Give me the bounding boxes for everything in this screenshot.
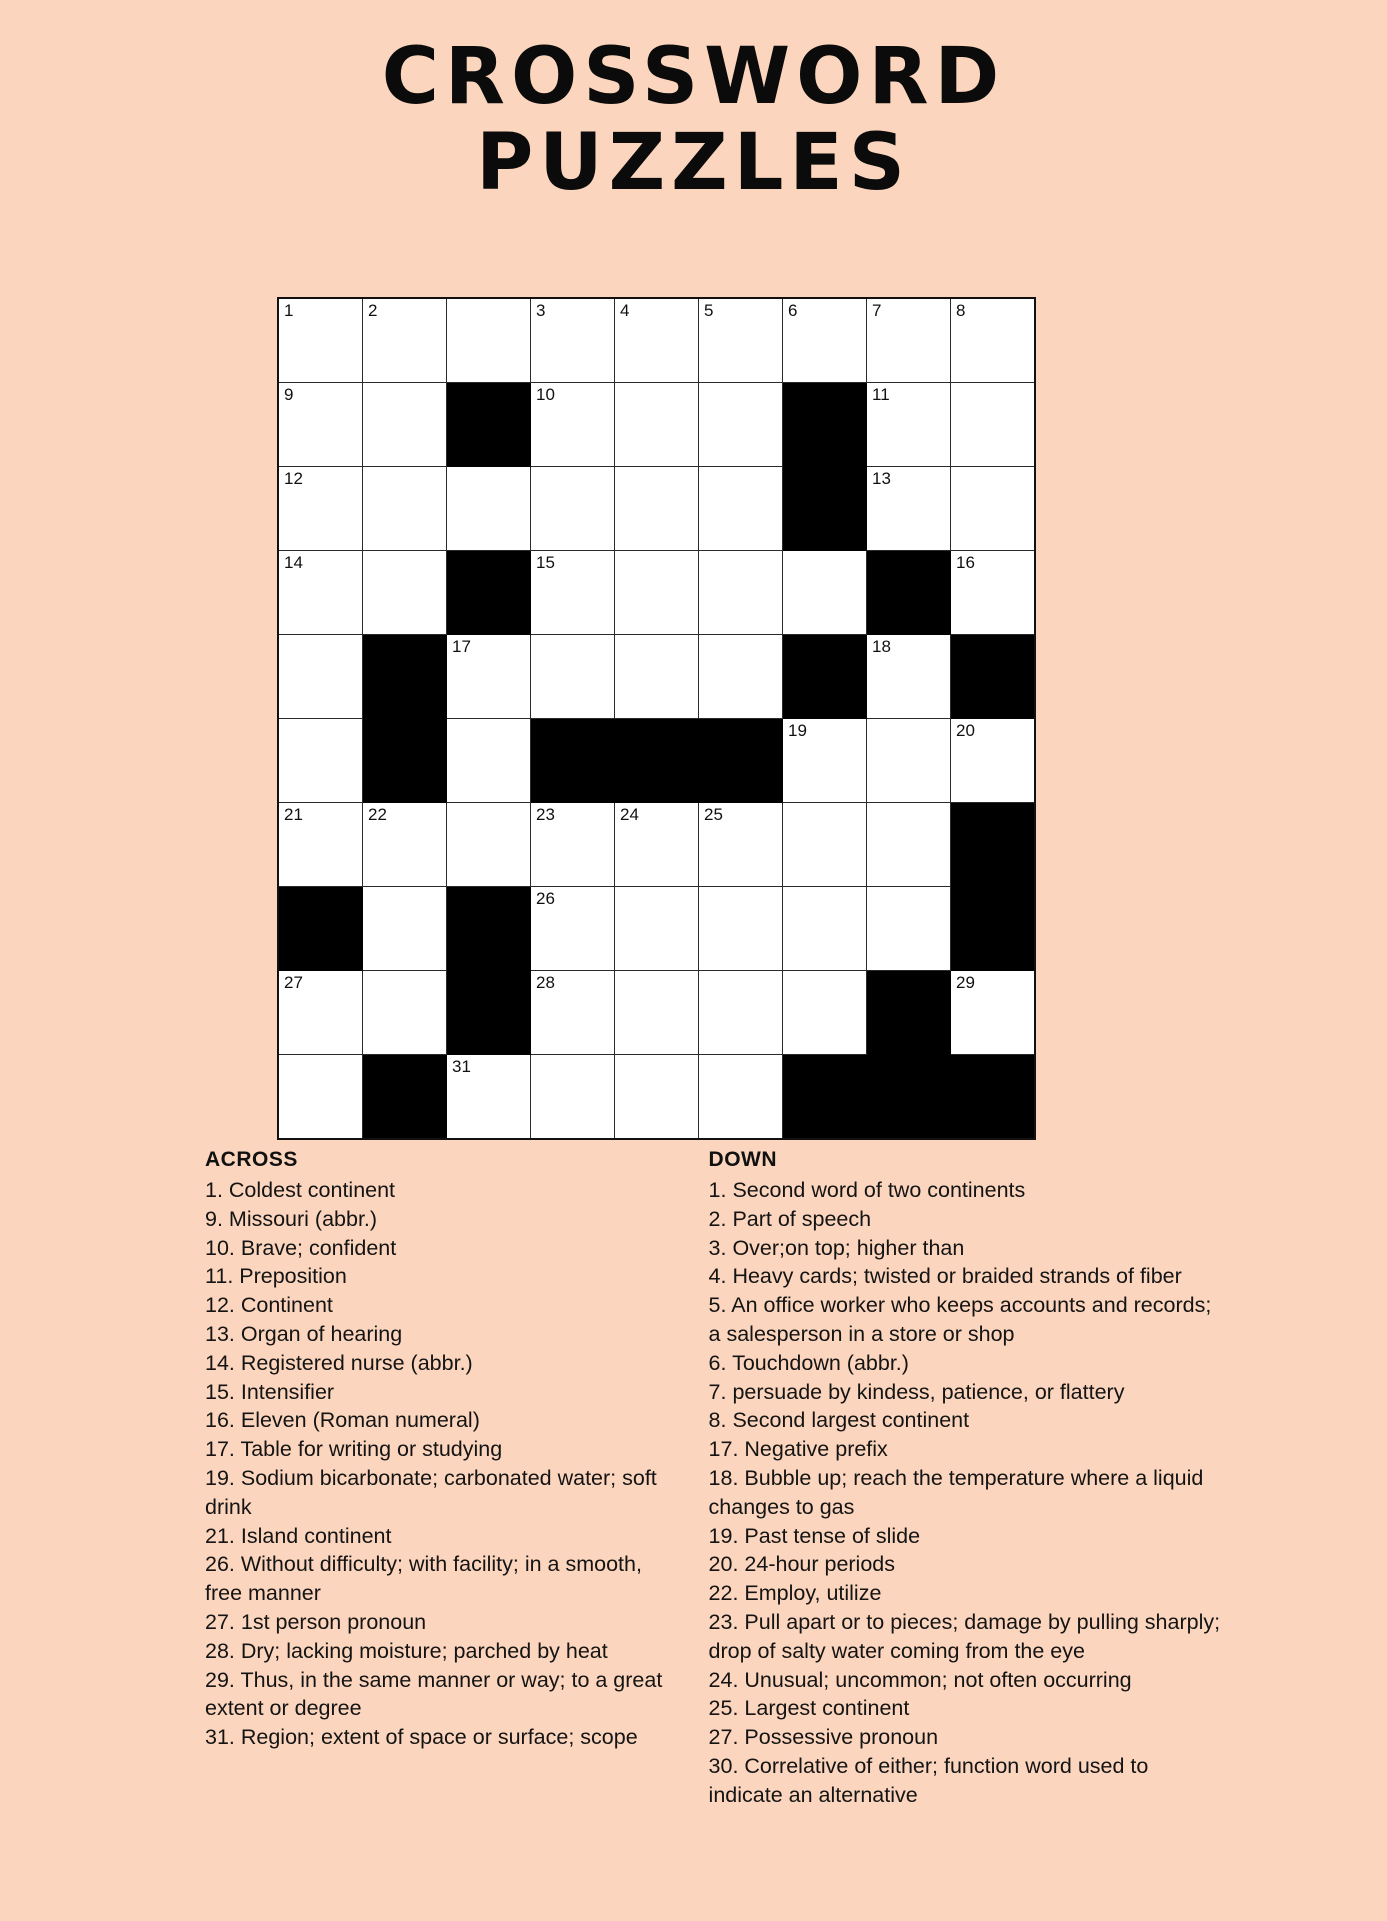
crossword-cell[interactable] — [615, 383, 699, 467]
crossword-row — [278, 803, 1035, 887]
crossword-cell[interactable] — [699, 1055, 783, 1140]
down-clues-column — [709, 1148, 1227, 1810]
crossword-cell[interactable] — [783, 887, 867, 971]
crossword-block-cell — [447, 887, 531, 971]
down-clue-item: 5. An office worker who keeps accounts and records; a salesperson in a store or shop — [708, 1293, 1212, 1346]
across-heading: ACROSS — [205, 1148, 298, 1171]
crossword-cell[interactable] — [783, 971, 867, 1055]
crossword-cell[interactable] — [531, 971, 615, 1055]
across-clue-item: 28. Dry; lacking moisture; parched by heat — [205, 1638, 608, 1663]
crossword-row — [278, 719, 1035, 803]
cell-number: 10 — [536, 385, 555, 404]
crossword-cell[interactable] — [783, 803, 867, 887]
crossword-cell[interactable] — [531, 635, 615, 719]
crossword-cell[interactable] — [615, 1055, 699, 1140]
clues-section — [0, 1148, 1387, 1810]
across-clue-item: 26. Without difficulty; with facility; in a smooth, free manner — [205, 1552, 642, 1606]
crossword-cell[interactable] — [615, 551, 699, 635]
crossword-cell[interactable] — [363, 383, 447, 467]
crossword-block-cell — [783, 635, 867, 719]
crossword-block-cell — [951, 1055, 1036, 1140]
down-clue-item: 22. Employ, utilize — [708, 1581, 882, 1606]
crossword-block-cell — [867, 971, 951, 1055]
cell-number: 15 — [536, 553, 555, 572]
crossword-block-cell — [783, 383, 867, 467]
crossword-cell[interactable] — [278, 971, 363, 1055]
cell-number: 16 — [956, 553, 975, 572]
crossword-cell[interactable] — [363, 551, 447, 635]
crossword-cell[interactable] — [699, 551, 783, 635]
cell-number: 23 — [536, 805, 555, 824]
cell-number: 13 — [872, 469, 891, 488]
across-clue-item: 12. Continent — [205, 1293, 333, 1318]
crossword-cell[interactable] — [278, 551, 363, 635]
title-line-2: PUZZLES — [476, 117, 911, 208]
crossword-cell[interactable] — [278, 298, 363, 383]
crossword-cell[interactable] — [363, 887, 447, 971]
crossword-cell[interactable] — [278, 635, 363, 719]
crossword-block-cell — [783, 1055, 867, 1140]
down-clue-item: 30. Correlative of either; function word used to indicate an alternative — [708, 1753, 1149, 1807]
crossword-row — [278, 383, 1035, 467]
down-clue-item: 23. Pull apart or to pieces; damage by pulling sharply; drop of salty water coming from the eye — [708, 1609, 1221, 1663]
cell-number: 21 — [284, 805, 303, 824]
crossword-cell[interactable] — [867, 803, 951, 887]
crossword-cell[interactable] — [447, 1055, 531, 1140]
crossword-block-cell — [363, 1055, 447, 1140]
crossword-block-cell — [615, 719, 699, 803]
crossword-row — [278, 467, 1035, 551]
crossword-cell[interactable] — [363, 803, 447, 887]
crossword-cell[interactable] — [951, 467, 1036, 551]
down-clue-item: 7. persuade by kindess, patience, or flattery — [708, 1379, 1125, 1404]
crossword-cell[interactable] — [699, 298, 783, 383]
crossword-cell[interactable] — [447, 467, 531, 551]
crossword-cell[interactable] — [699, 383, 783, 467]
across-clue-item: 14. Registered nurse (abbr.) — [205, 1350, 473, 1375]
crossword-block-cell — [867, 551, 951, 635]
crossword-row — [278, 298, 1035, 383]
cell-number: 26 — [536, 889, 555, 908]
crossword-row — [278, 1055, 1035, 1140]
cell-number: 4 — [620, 301, 630, 320]
across-clue-item: 19. Sodium bicarbonate; carbonated water; soft drink — [205, 1465, 657, 1519]
across-clue-item: 17. Table for writing or studying — [205, 1437, 503, 1462]
cell-number: 6 — [788, 301, 798, 320]
crossword-block-cell — [447, 383, 531, 467]
cell-number: 11 — [872, 385, 890, 404]
down-clue-item: 6. Touchdown (abbr.) — [708, 1350, 909, 1375]
crossword-cell[interactable] — [363, 467, 447, 551]
crossword-cell[interactable] — [278, 719, 363, 803]
crossword-cell[interactable] — [951, 971, 1036, 1055]
crossword-cell[interactable] — [867, 383, 951, 467]
crossword-cell[interactable] — [867, 719, 951, 803]
down-clue-item: 24. Unusual; uncommon; not often occurring — [708, 1667, 1132, 1692]
down-clue-item: 19. Past tense of slide — [708, 1523, 921, 1548]
down-clue-item: 25. Largest continent — [708, 1696, 910, 1721]
crossword-cell[interactable] — [951, 298, 1036, 383]
crossword-cell[interactable] — [867, 887, 951, 971]
cell-number: 24 — [620, 805, 639, 824]
crossword-cell[interactable] — [783, 551, 867, 635]
crossword-block-cell — [951, 803, 1036, 887]
crossword-cell[interactable] — [531, 383, 615, 467]
crossword-cell[interactable] — [447, 719, 531, 803]
across-clue-item: 13. Organ of hearing — [205, 1321, 403, 1346]
cell-number: 7 — [872, 301, 882, 320]
across-clue-item: 10. Brave; confident — [205, 1235, 397, 1260]
crossword-block-cell — [363, 719, 447, 803]
down-clue-item: 18. Bubble up; reach the temperature where a liquid changes to gas — [708, 1465, 1204, 1519]
crossword-cell[interactable] — [783, 298, 867, 383]
crossword-cell[interactable] — [447, 298, 531, 383]
crossword-cell[interactable] — [531, 551, 615, 635]
crossword-cell[interactable] — [699, 803, 783, 887]
crossword-cell[interactable] — [531, 803, 615, 887]
cell-number: 8 — [956, 301, 966, 320]
crossword-block-cell — [951, 887, 1036, 971]
crossword-grid-container — [277, 297, 1036, 1140]
crossword-block-cell — [867, 1055, 951, 1140]
across-clue-item: 11. Preposition — [205, 1264, 347, 1289]
crossword-row — [278, 887, 1035, 971]
crossword-cell[interactable] — [615, 887, 699, 971]
crossword-cell[interactable] — [699, 971, 783, 1055]
across-clue-item: 29. Thus, in the same manner or way; to a great extent or degree — [205, 1667, 663, 1721]
crossword-block-cell — [447, 971, 531, 1055]
crossword-cell[interactable] — [615, 298, 699, 383]
crossword-cell[interactable] — [531, 887, 615, 971]
across-clue-item: 15. Intensifier — [205, 1379, 335, 1404]
down-clue-item: 20. 24-hour periods — [708, 1552, 896, 1577]
crossword-block-cell — [531, 719, 615, 803]
crossword-cell[interactable] — [699, 887, 783, 971]
across-clues-column — [205, 1148, 675, 1810]
cell-number: 3 — [536, 301, 546, 320]
crossword-block-cell — [783, 467, 867, 551]
crossword-block-cell — [278, 887, 363, 971]
across-clue-item: 27. 1st person pronoun — [205, 1609, 427, 1634]
cell-number: 1 — [284, 301, 294, 320]
down-clue-item: 4. Heavy cards; twisted or braided strands of fiber — [708, 1264, 1182, 1289]
cell-number: 12 — [284, 469, 303, 488]
crossword-cell[interactable] — [531, 298, 615, 383]
across-clue-item: 16. Eleven (Roman numeral) — [205, 1408, 480, 1433]
across-clue-item: 1. Coldest continent — [205, 1178, 396, 1202]
down-clue-item: 8. Second largest continent — [708, 1408, 970, 1433]
cell-number: 9 — [284, 385, 294, 404]
cell-number: 2 — [368, 301, 378, 320]
crossword-row — [278, 635, 1035, 719]
cell-number: 18 — [872, 637, 891, 656]
cell-number: 20 — [956, 721, 975, 740]
down-clue-item: 17. Negative prefix — [708, 1437, 888, 1462]
crossword-cell[interactable] — [363, 971, 447, 1055]
crossword-cell[interactable] — [447, 803, 531, 887]
cell-number: 5 — [704, 301, 714, 320]
crossword-cell[interactable] — [867, 467, 951, 551]
crossword-block-cell — [699, 719, 783, 803]
crossword-cell[interactable] — [615, 635, 699, 719]
page-title — [0, 0, 1387, 208]
cell-number: 25 — [704, 805, 723, 824]
cell-number: 19 — [788, 721, 807, 740]
across-clue-item: 9. Missouri (abbr.) — [205, 1206, 378, 1231]
crossword-cell[interactable] — [363, 298, 447, 383]
crossword-cell[interactable] — [699, 467, 783, 551]
crossword-block-cell — [447, 551, 531, 635]
crossword-cell[interactable] — [699, 635, 783, 719]
crossword-cell[interactable] — [951, 383, 1036, 467]
cell-number: 31 — [452, 1057, 471, 1076]
cell-number: 28 — [536, 973, 555, 992]
cell-number: 29 — [956, 973, 975, 992]
crossword-cell[interactable] — [531, 467, 615, 551]
cell-number: 27 — [284, 973, 303, 992]
crossword-cell[interactable] — [951, 551, 1036, 635]
crossword-row — [278, 971, 1035, 1055]
title-line-1: CROSSWORD — [381, 32, 1006, 122]
crossword-cell[interactable] — [278, 1055, 363, 1140]
crossword-cell[interactable] — [278, 803, 363, 887]
crossword-cell[interactable] — [531, 1055, 615, 1140]
crossword-cell[interactable] — [615, 971, 699, 1055]
crossword-cell[interactable] — [615, 803, 699, 887]
crossword-grid[interactable] — [277, 297, 1036, 1140]
down-clue-item: 27. Possessive pronoun — [708, 1725, 939, 1750]
cell-number: 22 — [368, 805, 387, 824]
cell-number: 14 — [284, 553, 303, 572]
crossword-cell[interactable] — [951, 719, 1036, 803]
across-clue-item: 31. Region; extent of space or surface; scope — [205, 1725, 638, 1750]
crossword-cell[interactable] — [783, 719, 867, 803]
down-clue-item: 2. Part of speech — [708, 1206, 872, 1231]
crossword-block-cell — [363, 635, 447, 719]
crossword-cell[interactable] — [615, 467, 699, 551]
crossword-row — [278, 551, 1035, 635]
down-heading: DOWN — [708, 1148, 778, 1171]
crossword-block-cell — [951, 635, 1036, 719]
down-clue-item: 1. Second word of two continents — [708, 1178, 1026, 1202]
crossword-cell[interactable] — [447, 635, 531, 719]
across-clue-item: 21. Island continent — [205, 1523, 392, 1548]
crossword-cell[interactable] — [278, 467, 363, 551]
cell-number: 17 — [452, 637, 471, 656]
crossword-cell[interactable] — [867, 635, 951, 719]
crossword-cell[interactable] — [278, 383, 363, 467]
down-clue-item: 3. Over;on top; higher than — [708, 1235, 965, 1260]
crossword-cell[interactable] — [867, 298, 951, 383]
